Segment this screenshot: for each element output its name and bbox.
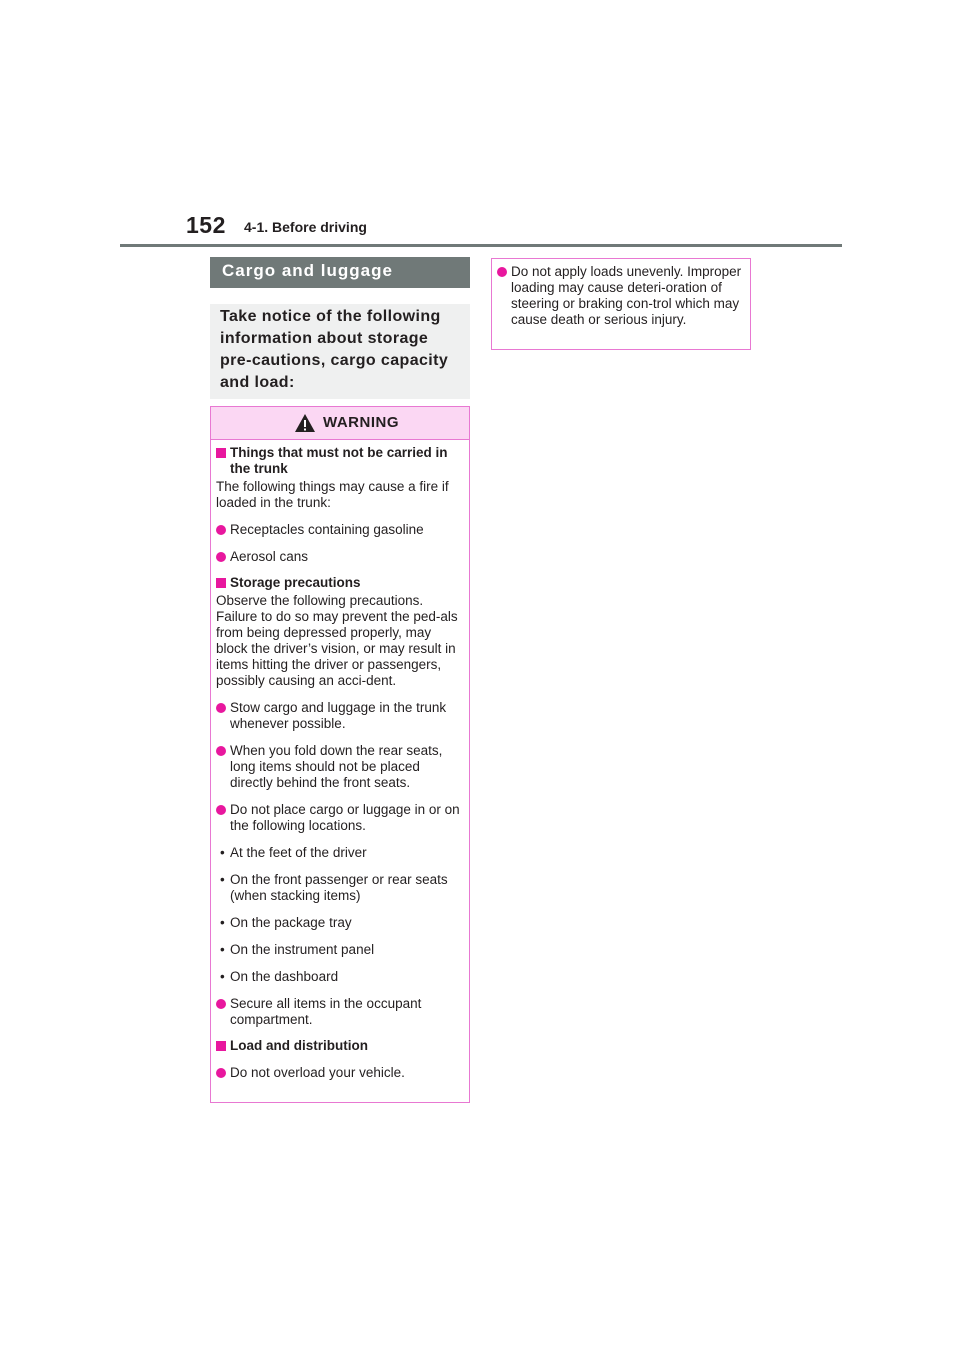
item-text: Secure all items in the occupant compartment. xyxy=(230,996,422,1027)
warning-continued-box xyxy=(491,258,751,350)
paragraph xyxy=(216,479,464,511)
subheading xyxy=(216,1038,464,1054)
item-text: Storage precautions xyxy=(230,575,361,590)
item-text: At the feet of the driver xyxy=(230,845,367,860)
sub-list-item xyxy=(216,872,464,904)
sub-list-item xyxy=(216,969,464,985)
warning-title: WARNING xyxy=(323,414,399,431)
warning-body xyxy=(211,440,469,1081)
intro-box xyxy=(210,304,470,399)
item-text: On the front passenger or rear seats (when stacking items) xyxy=(230,872,448,903)
page-number: 152 xyxy=(186,212,226,238)
sub-list-item xyxy=(216,942,464,958)
round-bullet-icon xyxy=(216,525,226,535)
sub-list-item xyxy=(216,915,464,931)
item-text: Stow cargo and luggage in the trunk whenever possible. xyxy=(230,700,447,731)
dot-bullet-icon: • xyxy=(220,942,225,957)
item-text: Do not apply loads unevenly. Improper loading may cause deteri-oration of steering or braking con-trol which may cause death or serious injury. xyxy=(511,264,742,327)
round-bullet-icon xyxy=(216,746,226,756)
sub-list-item xyxy=(216,845,464,861)
square-bullet-icon xyxy=(216,448,226,458)
bullet-item xyxy=(216,743,464,791)
item-text: Do not overload your vehicle. xyxy=(230,1065,405,1080)
bullet-item xyxy=(216,522,464,538)
item-text: Do not place cargo or luggage in or on the following locations. xyxy=(230,802,460,833)
bullet-item xyxy=(497,264,745,328)
header-divider xyxy=(120,244,842,247)
round-bullet-icon xyxy=(216,703,226,713)
item-text: Load and distribution xyxy=(230,1038,368,1053)
round-bullet-icon xyxy=(216,805,226,815)
dot-bullet-icon: • xyxy=(220,872,225,887)
bullet-item xyxy=(216,700,464,732)
bullet-item xyxy=(216,1065,464,1081)
intro-text: Take notice of the following information about storage pre-cautions, cargo capacity and load: xyxy=(220,308,449,391)
square-bullet-icon xyxy=(216,578,226,588)
item-text: On the package tray xyxy=(230,915,352,930)
item-text: Aerosol cans xyxy=(230,549,309,564)
item-text: When you fold down the rear seats, long items should not be placed directly behind the front seats. xyxy=(230,743,443,790)
bullet-item xyxy=(216,996,464,1028)
subheading xyxy=(216,575,464,591)
round-bullet-icon xyxy=(216,552,226,562)
item-text: Things that must not be carried in the trunk xyxy=(230,445,448,476)
warning-triangle-icon xyxy=(294,413,316,433)
section-title: Cargo and luggage xyxy=(222,261,393,280)
bullet-item xyxy=(216,802,464,834)
round-bullet-icon xyxy=(497,267,507,277)
square-bullet-icon xyxy=(216,1041,226,1051)
round-bullet-icon xyxy=(216,1068,226,1078)
dot-bullet-icon: • xyxy=(220,845,225,860)
item-text: The following things may cause a fire if loaded in the trunk: xyxy=(216,479,449,510)
bullet-item xyxy=(216,549,464,565)
warning-box xyxy=(210,406,470,1103)
subheading xyxy=(216,445,464,477)
paragraph xyxy=(216,593,464,689)
warning-header xyxy=(211,407,469,440)
round-bullet-icon xyxy=(216,999,226,1009)
dot-bullet-icon: • xyxy=(220,969,225,984)
section-label: 4-1. Before driving xyxy=(244,219,367,235)
dot-bullet-icon: • xyxy=(220,915,225,930)
section-title-bar xyxy=(210,257,470,288)
item-text: On the dashboard xyxy=(230,969,339,984)
item-text: Observe the following precautions. Failure to do so may prevent the ped-als from being depressed properly, may block the driver’s vision, or may result in items hitting the driver or passengers, possibly causing an acci-dent. xyxy=(216,593,458,688)
item-text: Receptacles containing gasoline xyxy=(230,522,424,537)
item-text: On the instrument panel xyxy=(230,942,375,957)
